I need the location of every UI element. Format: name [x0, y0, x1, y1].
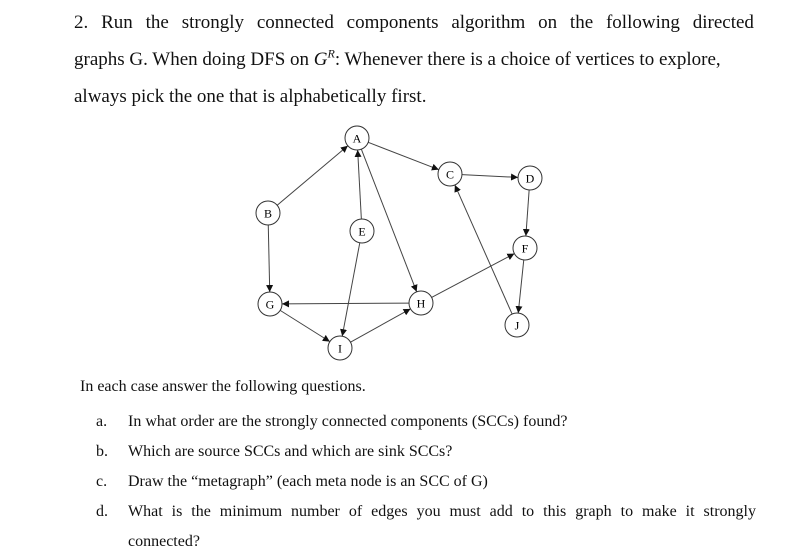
edge-h-to-g [282, 303, 409, 304]
node-label: B [263, 206, 273, 221]
node-label: C [445, 167, 455, 182]
edge-d-to-f [526, 190, 529, 236]
problem-line-1-word: the [569, 12, 594, 33]
problem-line-1-word: strongly [181, 12, 244, 33]
question-a: a. In what order are the strongly connected components (SCCs) found? [96, 413, 568, 430]
problem-line-2-text: graphs G. When doing DFS on $G^R$: Whenever there is a choice of vertices to explore, [74, 46, 721, 70]
problem-line-1-word: directed [692, 12, 754, 33]
edge-e-to-i [342, 243, 360, 336]
question-b: b. Which are source SCCs and which are sink SCCs? [96, 443, 453, 460]
problem-line-1-word: Run [101, 12, 133, 33]
node-label: I [338, 341, 342, 356]
edge-a-to-h [361, 149, 416, 292]
node-e [350, 219, 374, 243]
edge-c-to-d [462, 175, 518, 178]
questions-intro: In each case answer the following questions. [80, 378, 366, 395]
question-c: c. Draw the “metagraph” (each meta node is an SCC of G) [96, 473, 488, 490]
problem-line-1-word: connected [256, 12, 334, 33]
problem-line-3: always pick the one that is alphabetically first. [74, 86, 427, 107]
problem-line-1-word: following [605, 12, 680, 33]
edge-e-to-a [358, 150, 362, 219]
edge-b-to-a [277, 146, 348, 206]
graph-reverse-symbol: $G^R$ [313, 46, 335, 70]
node-label: H [416, 296, 426, 311]
question-d-continuation: connected? [128, 533, 200, 550]
edge-f-to-j [518, 260, 524, 313]
node-h [409, 291, 433, 315]
problem-line-1-word: on [538, 12, 558, 33]
node-c [438, 162, 462, 186]
node-label: F [521, 241, 529, 256]
edge-i-to-h [350, 309, 410, 342]
node-label: G [265, 297, 275, 312]
node-label: A [352, 131, 362, 146]
problem-line-1-word: the [145, 12, 169, 33]
edge-b-to-g [268, 225, 269, 292]
problem-number: 2. [74, 12, 89, 33]
node-a [345, 126, 369, 150]
edge-a-to-c [368, 142, 439, 169]
node-label: J [514, 318, 520, 333]
edge-j-to-c [455, 185, 512, 314]
node-f [513, 236, 537, 260]
node-j [505, 313, 529, 337]
node-label: E [358, 224, 366, 239]
node-b [256, 201, 280, 225]
problem-line-1-word: components [346, 12, 439, 33]
node-g [258, 292, 282, 316]
question-list [96, 407, 756, 557]
edge-g-to-i [280, 310, 330, 341]
question-d: d. What is the minimum number of edges you must add to this graph to make it strongly [96, 503, 756, 520]
node-i [328, 336, 352, 360]
node-label: D [525, 171, 535, 186]
node-d [518, 166, 542, 190]
problem-line-1-word: algorithm [451, 12, 526, 33]
